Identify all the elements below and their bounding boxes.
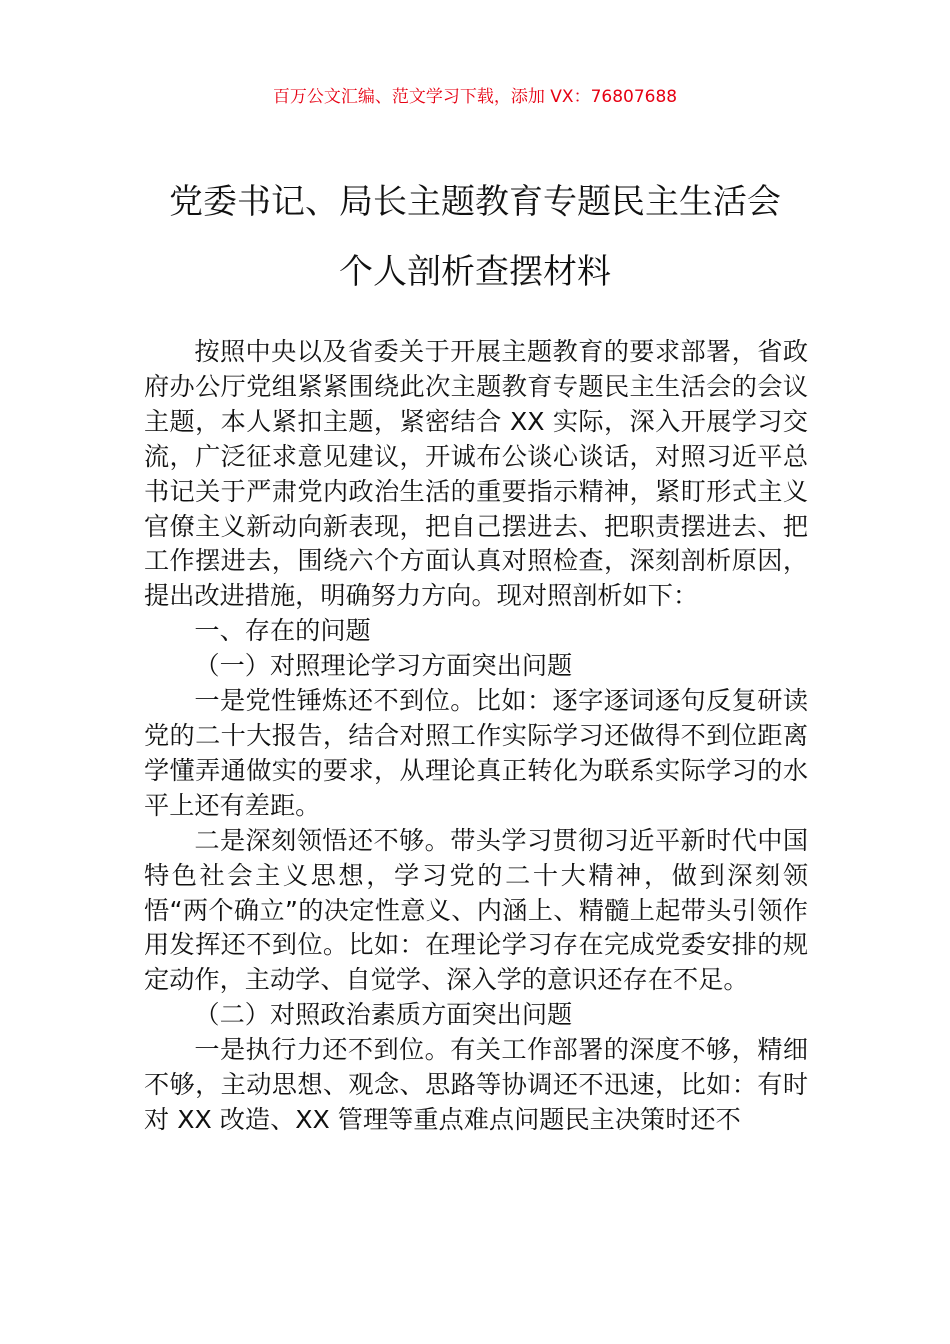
paragraph-deep-understanding: 二是深刻领悟还不够。带头学习贯彻习近平新时代中国特色社会主义思想，学习党的二十大精神，做到深刻领悟“两个确立”的决定性意义、内涵上、精髓上起带头引领作用发挥还不到位。比如：在理论学习存在完成党委安排的规定动作，主动学、自觉学、深入学的意识还存在不足。: [144, 825, 808, 995]
document-body: [144, 335, 808, 1138]
document-title-line-1: 党委书记、局长主题教育专题民主生活会: [169, 182, 781, 222]
paragraph-party-spirit: 一是党性锤炼还不到位。比如：逐字逐词逐句反复研读党的二十大报告，结合对照工作实际学习还做得不到位距离学懂弄通做实的要求，从理论真正转化为联系实际学习的水平上还有差距。: [144, 686, 808, 820]
subsection-heading-political-quality: （二）对照政治素质方面突出问题: [194, 1000, 573, 1030]
subsection-heading-theory-study: （一）对照理论学习方面突出问题: [194, 651, 573, 681]
watermark-header: 百万公文汇编、范文学习下载，添加 VX：76807688: [272, 87, 678, 107]
paragraph-execution: 一是执行力还不到位。有关工作部署的深度不够，精细不够，主动思想、观念、思路等协调还不迅速，比如：有时对 XX 改造、XX 管理等重点难点问题民主决策时还不: [144, 1035, 808, 1134]
intro-paragraph: 按照中央以及省委关于开展主题教育的要求部署，省政府办公厅党组紧紧围绕此次主题教育专题民主生活会的会议主题，本人紧扣主题，紧密结合 XX 实际，深入开展学习交流，广泛征求意见建议，开诚布公谈心谈话，对照习近平总书记关于严肃党内政治生活的重要指示精神，紧盯形式主义官僚主义新动向新表现，把自己摆进去、把职责摆进去、把工作摆进去，围绕六个方面认真对照检查，深刻剖析原因，提出改进措施，明确努力方向。现对照剖析如下：: [144, 337, 808, 611]
section-heading-problems: 一、存在的问题: [194, 616, 371, 646]
document-title-line-2: 个人剖析查摆材料: [339, 252, 611, 292]
